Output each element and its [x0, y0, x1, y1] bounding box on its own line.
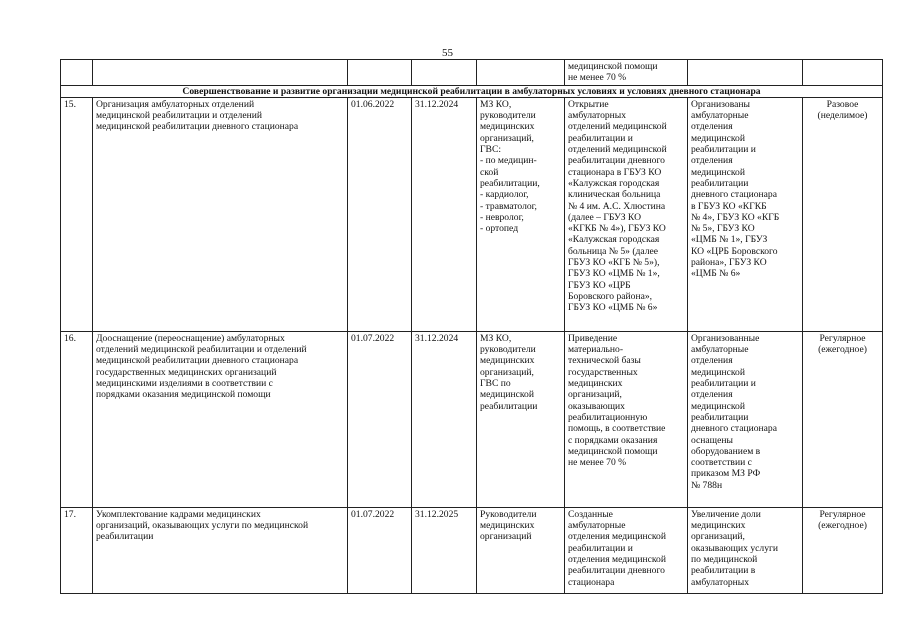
cell-result: медицинской помощи не менее 70 %: [565, 60, 688, 86]
row-number: 16.: [61, 331, 93, 507]
row-result: Созданные амбулаторные отделения медицинской реабилитации и отделения медицинской реабилитации дневного стационара: [565, 507, 688, 593]
row-responsible: МЗ КО, руководители медицинских организаций, ГВС по медицинской реабилитации: [477, 331, 565, 507]
cell-start: [348, 60, 412, 86]
row-end-date: 31.12.2024: [412, 97, 477, 331]
cell-end: [412, 60, 477, 86]
section-title: Совершенствование и развитие организации медицинской реабилитации в амбулаторных условиях и условиях дневного стационара: [61, 85, 883, 97]
row-start-date: 01.07.2022: [348, 507, 412, 593]
row-activity-name: Укомплектование кадрами медицинских организаций, оказывающих услуги по медицинской реабилитации: [93, 507, 348, 593]
row-responsible: МЗ КО, руководители медицинских организаций, ГВС: - по медицин- ской реабилитации, - кардиолог, - травматолог, - невролог, - ортопед: [477, 97, 565, 331]
row-indicator: Организованы амбулаторные отделения медицинской реабилитации и отделения медицинской реабилитации дневного стационара в ГБУЗ КО «КГКБ № 4», ГБУЗ КО «КГБ № 5», ГБУЗ КО «ЦМБ № 1», ГБУЗ КО «ЦРБ Боровского района», ГБУЗ КО «ЦМБ № 6»: [688, 97, 803, 331]
page-number: 55: [442, 47, 453, 59]
table-row-continuation: [61, 60, 883, 86]
row-indicator: Организованные амбулаторные отделения медицинской реабилитации и отделения медицинской реабилитации дневного стационара оснащены оборудованием в соответствии с приказом МЗ РФ № 788н: [688, 331, 803, 507]
table-row: [61, 507, 883, 593]
table-row: [61, 97, 883, 331]
row-responsible: Руководители медицинских организаций: [477, 507, 565, 593]
cell-type: [803, 60, 883, 86]
table-row-section: [61, 85, 883, 97]
row-result: Открытие амбулаторных отделений медицинской реабилитации и отделений медицинской реабилитации дневного стационара в ГБУЗ КО «Калужская городская клиническая больница № 4 им. А.С. Хлюстина (далее – ГБУЗ КО «КГКБ № 4»), ГБУЗ КО «Калужская городская больница № 5» (далее ГБУЗ КО «КГБ № 5»), ГБУЗ КО «ЦМБ № 1», ГБУЗ КО «ЦРБ Боровского района», ГБУЗ КО «ЦМБ № 6»: [565, 97, 688, 331]
row-indicator: Увеличение доли медицинских организаций, оказывающих услуги по медицинской реабилитации в амбулаторных: [688, 507, 803, 593]
row-type: Регулярное (ежегодное): [803, 507, 883, 593]
cell-num: [61, 60, 93, 86]
table-row: [61, 331, 883, 507]
row-activity-name: Организация амбулаторных отделений медицинской реабилитации и отделений медицинской реабилитации дневного стационара: [93, 97, 348, 331]
row-end-date: 31.12.2025: [412, 507, 477, 593]
cell-name: [93, 60, 348, 86]
row-number: 17.: [61, 507, 93, 593]
row-result: Приведение материально- технической базы государственных медицинских организаций, оказывающих реабилитационную помощь, в соответствие с порядками оказания медицинской помощи не менее 70 %: [565, 331, 688, 507]
cell-indicator: [688, 60, 803, 86]
rehabilitation-plan-table: [60, 59, 883, 594]
row-end-date: 31.12.2024: [412, 331, 477, 507]
row-type: Разовое (неделимое): [803, 97, 883, 331]
row-start-date: 01.06.2022: [348, 97, 412, 331]
row-number: 15.: [61, 97, 93, 331]
cell-responsible: [477, 60, 565, 86]
row-type: Регулярное (ежегодное): [803, 331, 883, 507]
row-start-date: 01.07.2022: [348, 331, 412, 507]
row-activity-name: Дооснащение (переоснащение) амбулаторных отделений медицинской реабилитации и отделений медицинской реабилитации дневного стационара государственных медицинских организаций медицинскими изделиями в соответствии с порядками оказания медицинской помощи: [93, 331, 348, 507]
